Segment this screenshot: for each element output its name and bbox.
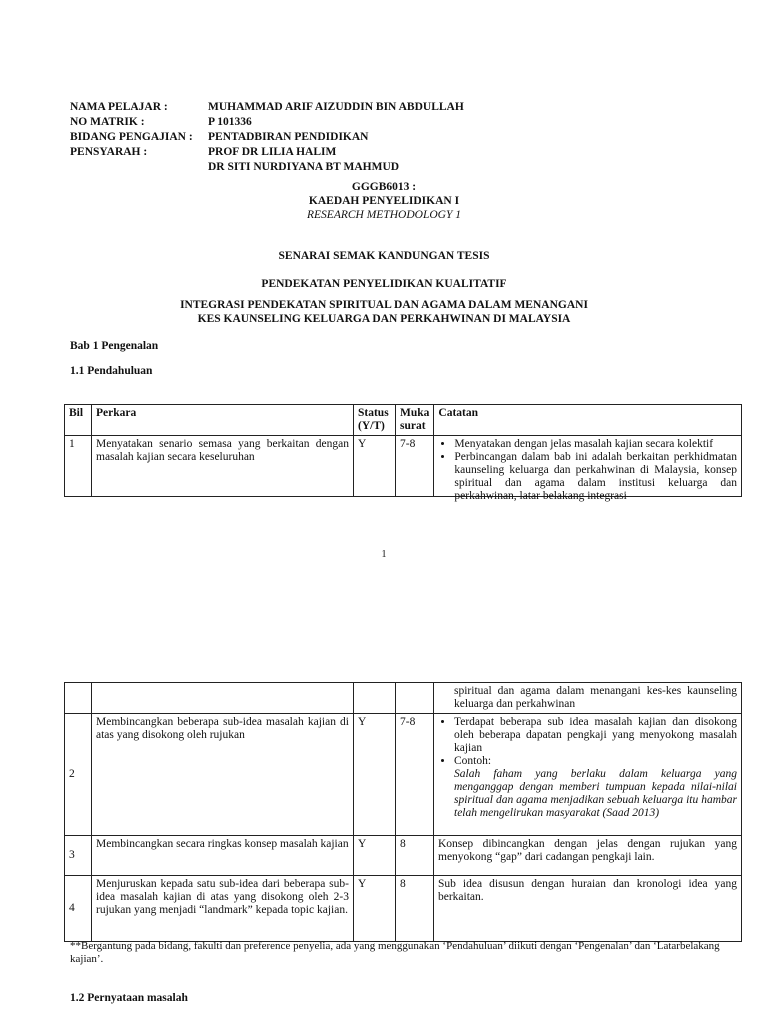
table-header-row [65,405,742,436]
row2-bil: 2 [65,714,92,836]
name-label: NAMA PELAJAR : [70,101,168,113]
row1-catatan [434,436,742,502]
table-row [65,836,742,876]
header-perkara: Perkara [92,405,354,436]
header-catatan: Catatan [434,405,742,436]
approach-title: PENDEKATAN PENYELIDIKAN KUALITATIF [261,278,507,290]
section-1-2-heading: 1.2 Pernyataan masalah [70,992,188,1004]
matric-number: P 101336 [208,116,252,128]
field-of-study: PENTADBIRAN PENDIDIKAN [208,131,369,143]
row3-catatan: Konsep dibincangkan dengan jelas dengan rujukan yang menyokong “gap” dari cadangan pengkaji lain. [434,836,742,876]
thesis-title-line1: INTEGRASI PENDEKATAN SPIRITUAL DAN AGAMA DALAM MENANGANI [180,299,588,311]
thesis-title-line2: KES KAUNSELING KELUARGA DAN PERKAHWINAN DI MALAYSIA [197,313,571,325]
row3-perkara: Membincangkan secara ringkas konsep masalah kajian [92,836,354,876]
student-info [70,100,464,175]
header-bil: Bil [65,405,92,436]
lecturer-2: DR SITI NURDIYANA BT MAHMUD [208,161,400,173]
row2-catatan [434,714,742,836]
table-row [65,876,742,942]
row2-bullet2: • Contoh: [454,755,737,768]
lecturer-label: PENSYARAH : [70,146,148,158]
row2-bullet1: • Terdapat beberapa sub idea masalah kajian dan disokong oleh beberapa dapatan pengkaji yang menyokong masalah kajian [454,716,737,755]
table-row [65,683,742,714]
course-name: KAEDAH PENYELIDIKAN I [308,195,460,207]
checklist-table-part1 [64,404,742,502]
checklist-table-part2 [64,682,742,942]
row2-example: Salah faham yang berlaku dalam keluarga yang menganggap dengan memberi tumpuan kepada nilai-nilai spiritual dan agama menjadikan sebuah keluarga itu hambar telah mengelirukan masyarakat (Saad 2013) [454,768,737,819]
section-1-1-heading: 1.1 Pendahuluan [70,365,153,377]
row4-muka: 8 [396,876,434,942]
row4-catatan: Sub idea disusun dengan huraian dan kronologi idea yang berkaitan. [434,876,742,942]
chapter-heading: Bab 1 Pengenalan [70,340,159,352]
header-status: Status (Y/T) [354,405,396,436]
row3-bil: 3 [65,836,92,876]
checklist-title: SENARAI SEMAK KANDUNGAN TESIS [278,250,490,262]
matric-label: NO MATRIK : [70,116,145,128]
row3-status: Y [354,836,396,876]
table-row [65,436,742,497]
row4-perkara: Menjuruskan kepada satu sub-idea dari beberapa sub-idea masalah kajian di atas yang disokong oleh 2-3 rujukan yang menjadi “landmark” kepada topic kajian. [92,876,354,942]
row1-bullet1: • Menyatakan dengan jelas masalah kajian secara kolektif [454,438,737,451]
header-muka: Muka surat [396,405,434,436]
table-row [65,714,742,836]
lecturer-1: PROF DR LILIA HALIM [208,146,337,158]
row2-muka: 7-8 [396,714,434,836]
row1-muka: 7-8 [396,436,434,497]
course-code: GGGB6013 : [351,181,417,193]
footnote: **Bergantung pada bidang, fakulti dan preference penyelia, ada yang menggunakan ‘Pendahuluan’ diikuti dengan ‘Pengenalan’ dan ‘Latarbelakang kajian’. [70,940,720,965]
row1-continuation: spiritual dan agama dalam menangani kes-kes kaunseling keluarga dan perkahwinan [434,683,742,714]
student-name: MUHAMMAD ARIF AIZUDDIN BIN ABDULLAH [208,101,464,113]
course-english: RESEARCH METHODOLOGY 1 [307,209,461,221]
row4-status: Y [354,876,396,942]
row1-perkara: Menyatakan senario semasa yang berkaitan dengan masalah kajian secara keseluruhan [92,436,354,497]
field-label: BIDANG PENGAJIAN : [70,131,193,143]
row1-bullet2: • Perbincangan dalam bab ini adalah berkaitan perkhidmatan kaunseling keluarga dan perkahwinan di Malaysia, konsep spiritual dan agama dalam institusi keluarga dan perkahwinan, latar belakang integrasi [454,451,737,503]
row2-status: Y [354,714,396,836]
row2-perkara: Membincangkan beberapa sub-idea masalah kajian di atas yang disokong oleh rujukan [92,714,354,836]
page-number: 1 [381,549,387,560]
row1-bil: 1 [65,436,92,497]
row3-muka: 8 [396,836,434,876]
row1-status: Y [354,436,396,497]
row4-bil: 4 [65,876,92,942]
